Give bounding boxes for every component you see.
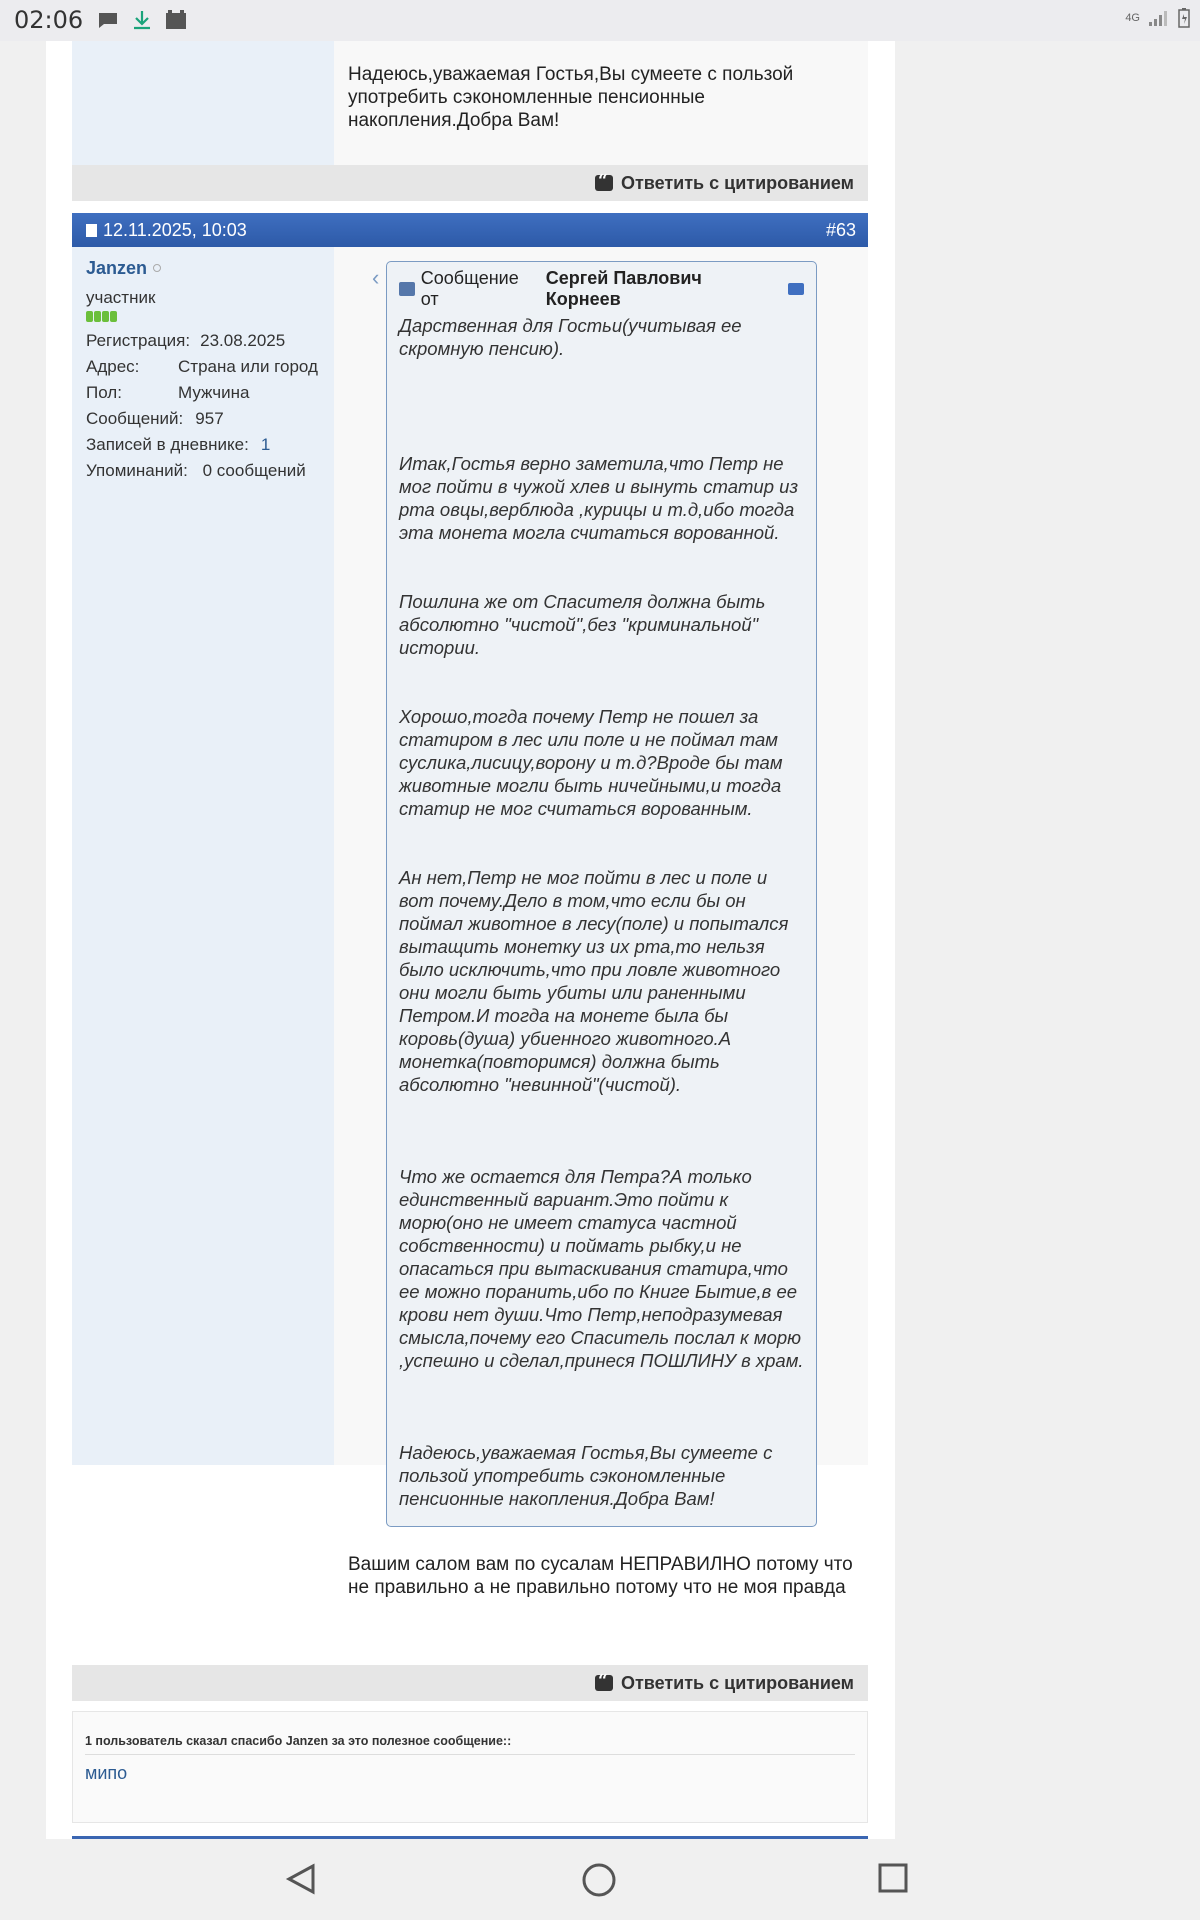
quote-header	[399, 268, 804, 310]
thanks-title: 1 пользователь сказал спасибо Janzen за это полезное сообщение::	[85, 1734, 855, 1755]
back-icon[interactable]	[283, 1861, 319, 1897]
post-date-text: 12.11.2025, 10:03	[103, 219, 247, 240]
user-info	[72, 247, 334, 1465]
web-page	[46, 41, 895, 1839]
user-title: участник	[86, 288, 156, 307]
post-date	[86, 220, 247, 241]
app-icon	[164, 8, 188, 32]
post-content	[334, 247, 868, 1598]
signal-icon	[1148, 9, 1170, 27]
reply-text: Вашим салом вам по сусалам НЕПРАВИЛНО потому что не правильно а не правильно потому что не моя правда	[348, 1554, 853, 1598]
quote-pointer-icon: ‹	[372, 265, 380, 290]
recents-icon[interactable]	[876, 1861, 910, 1895]
post-body	[72, 247, 868, 1598]
quote-paragraph: Итак,Гостья верно заметила,что Петр не мог пойти в чужой хлев и вынуть статир из рта овцы,верблюда ,курицы и т.д,ибо тогда эта монета могла считаться ворованной.	[399, 453, 804, 543]
quote-prefix: Сообщение от	[420, 268, 519, 309]
previous-post	[72, 41, 868, 165]
reply-with-quote-button[interactable]: Ответить с цитированием	[620, 172, 854, 193]
quote-paragraph: Надеюсь,уважаемая Гостья,Вы сумеете с пользой употребить сэкономленные пенсионные накопления.Добра Вам!	[399, 1442, 778, 1509]
status-right	[1125, 8, 1190, 28]
chat-icon	[96, 8, 120, 32]
user-field-mentions: Упоминаний: 0 сообщений	[86, 461, 306, 480]
user-field-diary: Записей в дневнике: 1	[86, 435, 271, 454]
thanks-block	[72, 1711, 868, 1823]
previous-post-sidebar	[72, 41, 334, 165]
thanks-user-link[interactable]: мипо	[85, 1763, 128, 1783]
battery-icon	[1178, 8, 1190, 28]
navigation-bar	[0, 1839, 1200, 1920]
reputation-bar	[86, 311, 320, 322]
quote-paragraph: Хорошо,тогда почему Петр не пошел за статиром в лес или поле и не поймал там суслика,лисицу,ворону и т.д?Вроде бы там животные могли быть ничейными,и тогда статир не мог считаться ворованным.	[399, 706, 788, 819]
post-header	[72, 213, 868, 247]
post-number-link[interactable]: #63	[825, 219, 856, 240]
download-icon	[130, 8, 154, 32]
quote-author: Сергей Павлович Корнеев	[545, 268, 702, 309]
quote-block	[386, 261, 817, 1527]
user-field-registration: Регистрация: 23.08.2025	[86, 331, 286, 350]
user-field-gender: Пол: Мужчина	[86, 383, 250, 402]
username	[86, 257, 320, 279]
user-field-address: Адрес: Страна или город	[86, 357, 318, 376]
previous-post-text: Надеюсь,уважаемая Гостья,Вы сумеете с пользой употребить сэкономленные пенсионные накопления.Добра Вам!	[334, 41, 868, 165]
home-icon[interactable]	[580, 1861, 618, 1899]
diary-link[interactable]: 1	[260, 435, 271, 454]
notification-icons	[96, 8, 188, 32]
quote-paragraph: Что же остается для Петра?А только единственный вариант.Это пойти к морю(оно не имеет статуса частной собственности) и поймать рыбку,и не опасаться при вытаскивания статира,что ее можно поранить,ибо по Книге Бытие,в ее крови нет души.Что Петр,неподразумевая смысла,почему его Спаситель послал к морю ,успешно и сделал,принеся ПОШЛИНУ в храм.	[399, 1166, 807, 1371]
quote-paragraph: Пошлина же от Спасителя должна быть абсолютно "чистой",без "криминальной" истории.	[399, 591, 771, 658]
user-field-posts: Сообщений: 957	[86, 409, 224, 428]
offline-status-icon	[153, 264, 161, 272]
quote-paragraph: Ан нет,Петр не мог пойти в лес и поле и вот почему.Дело в том,что если бы он поймал животное в лесу(поле) и попытался вытащить монетку из их рта,то нельзя было исключить,что при ловле животного они могли быть убиты или раненными Петром.И тогда на монете была бы коровь(душа) убиенного животного.А монетка(повторимся) должна быть абсолютно "невинной"(чистой).	[399, 867, 794, 1095]
post-actions	[72, 1665, 868, 1701]
quote-icon	[399, 282, 415, 296]
previous-post-actions	[72, 165, 868, 201]
quote-paragraph: Дарственная для Гостьи(учитывая ее скромную пенсию).	[399, 315, 747, 359]
quote-reply-icon	[595, 1675, 613, 1691]
post-icon	[86, 224, 97, 237]
status-time: 02:06	[14, 6, 84, 34]
quote-reply-icon	[595, 175, 613, 191]
username-link[interactable]: Janzen	[86, 258, 148, 278]
view-quoted-post-icon[interactable]	[788, 283, 804, 295]
status-bar	[0, 0, 1200, 41]
reply-with-quote-button[interactable]: Ответить с цитированием	[620, 1672, 854, 1693]
network-label: 4G	[1125, 12, 1140, 24]
